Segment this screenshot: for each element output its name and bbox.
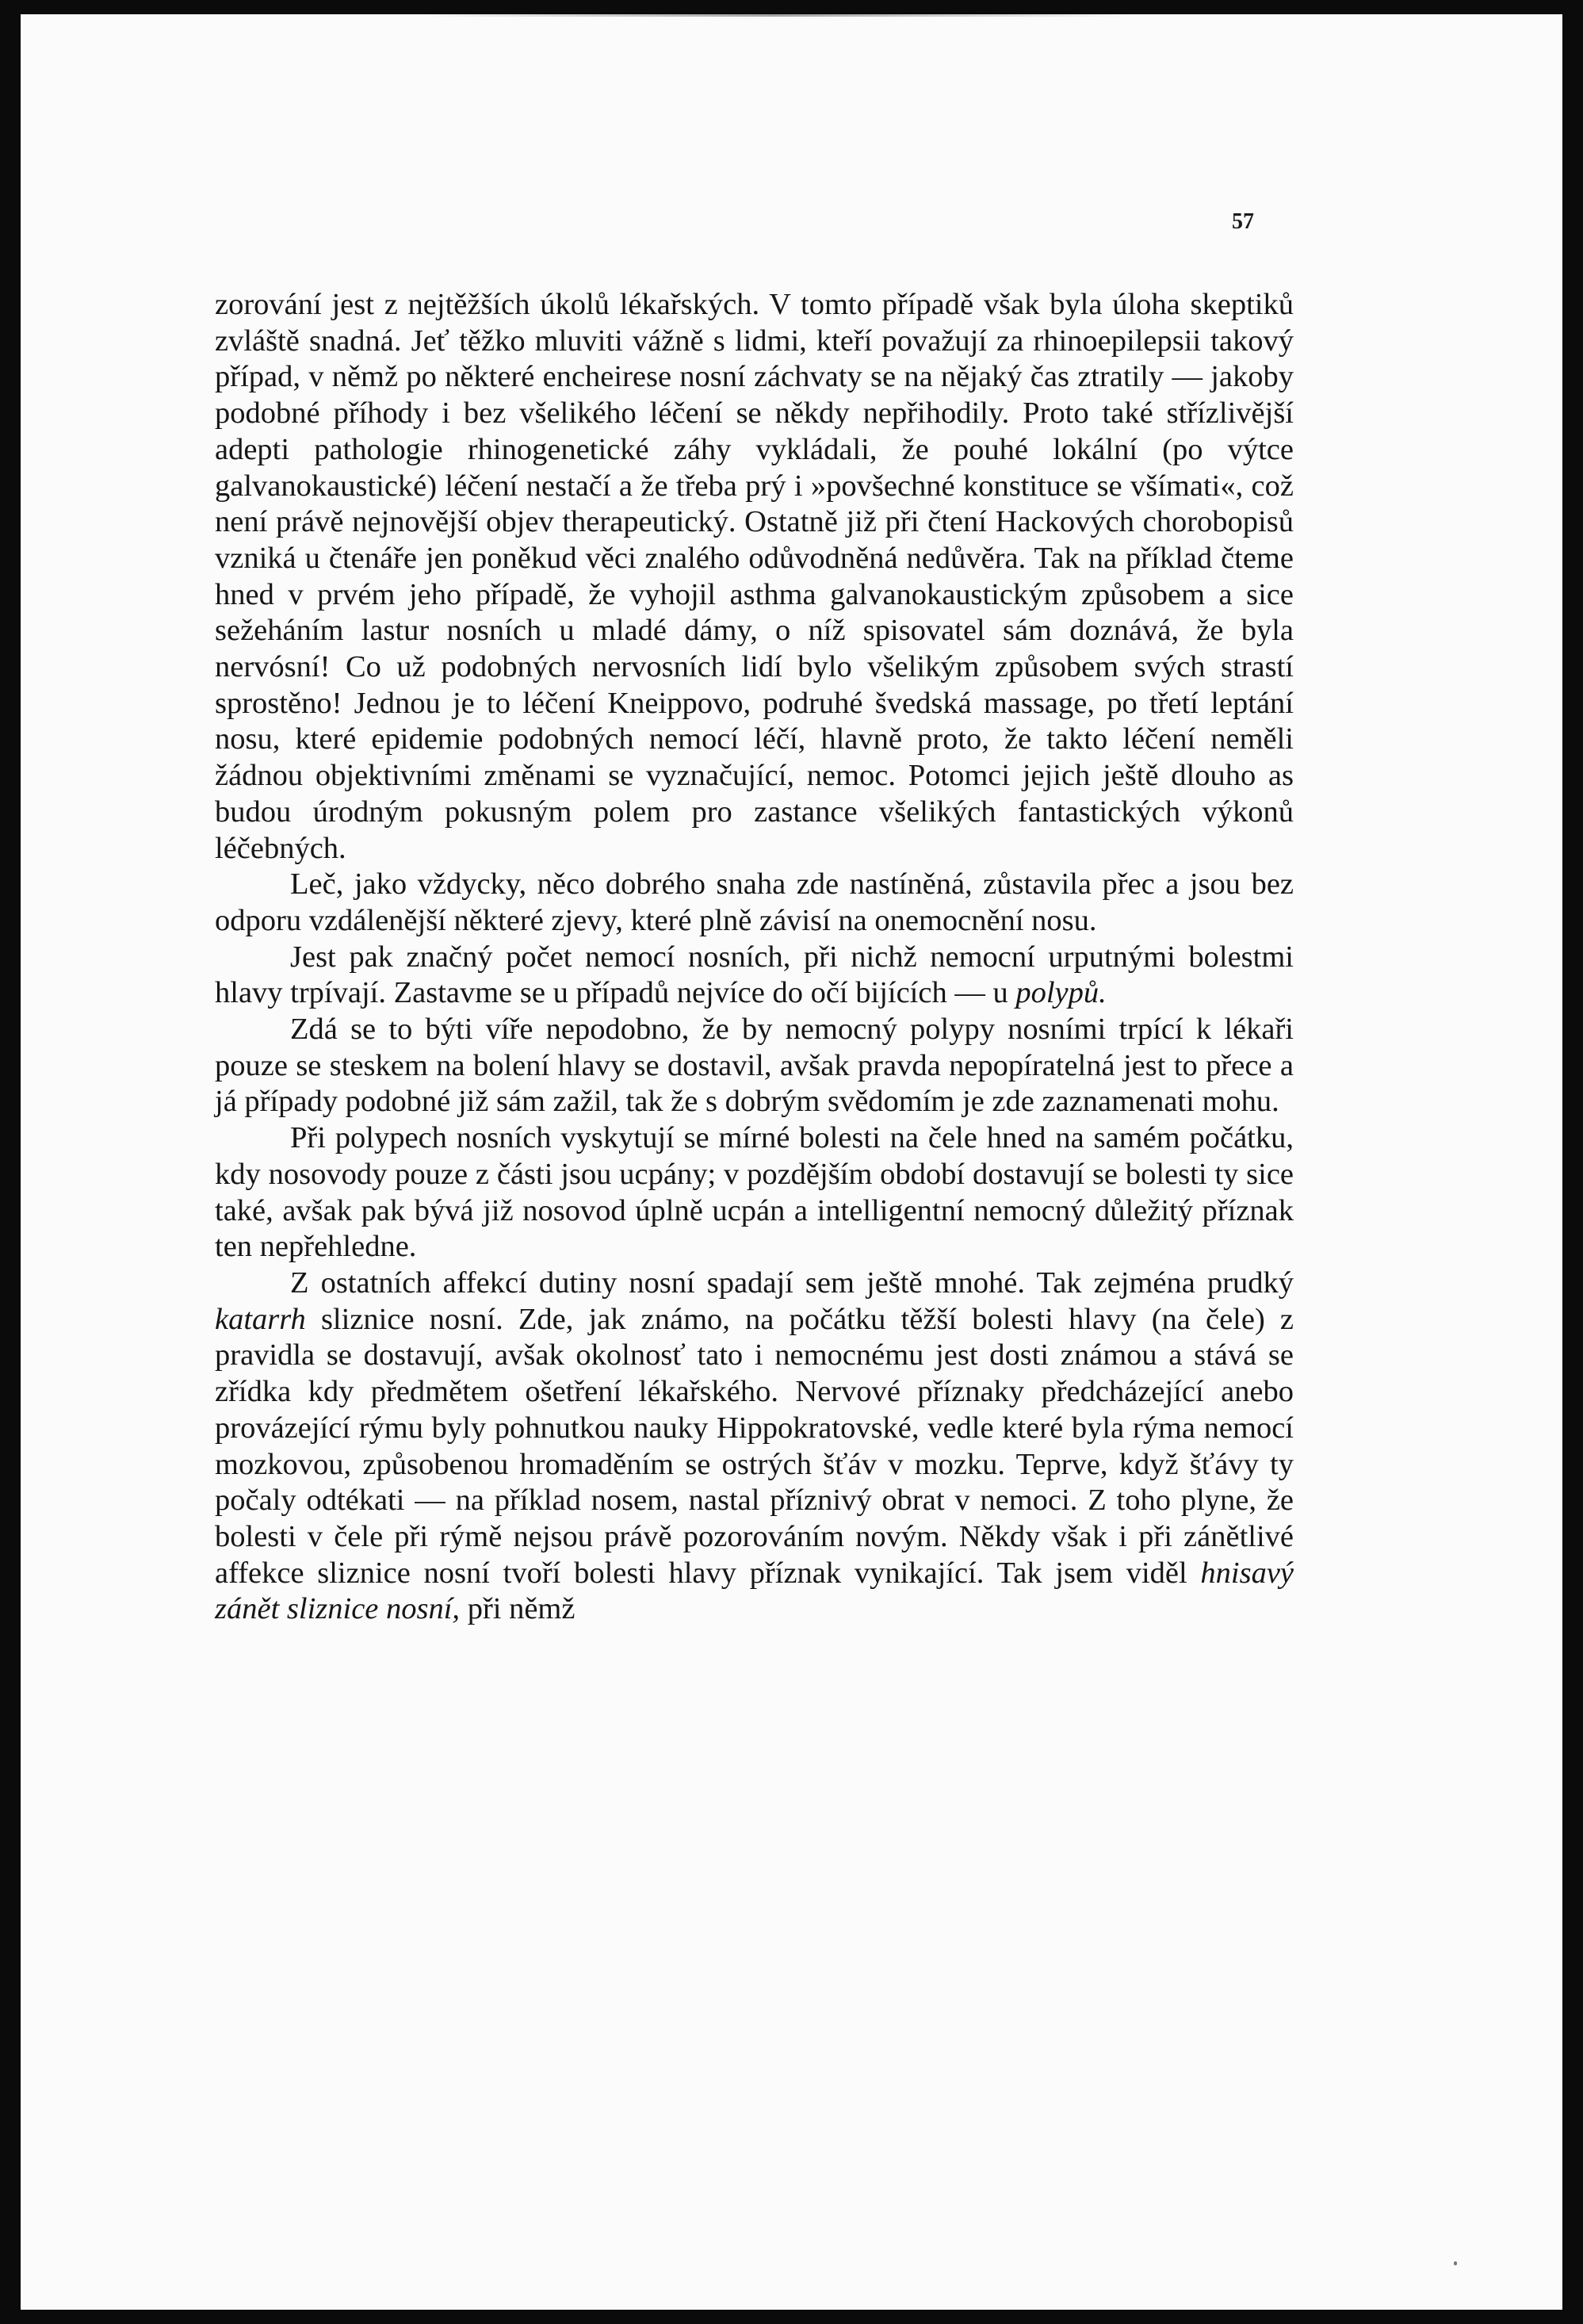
paragraph-2 (215, 867, 1294, 939)
paragraph-5 (215, 1120, 1294, 1265)
paragraph-4-text: Zdá se to býti víře nepodobno, že by nemocný polypy nosními trpící k lékaři pouze se steskem na bolení hlavy se dostavil, avšak pravda nepopíratelná jest to přece a já případy podobné již sám zažil, tak že s dobrým svědomím je zde zaznamenati mohu. (215, 1013, 1294, 1119)
book-page (21, 14, 1562, 2310)
scan-edge-shadow (417, 14, 1130, 17)
paragraph-6 (215, 1265, 1294, 1628)
paragraph-3-text: Jest pak značný počet nemocí nosních, při nichž nemocní urputnými bolestmi hlavy trpívají. Zastavme se u případů nejvíce do očí bijících — u (215, 940, 1294, 1010)
paragraph-6-text-b: sliznice nosní. Zde, jak známo, na počátku těžší bolesti hlavy (na čele) z pravidla se dostavují, avšak okolnosť tato i nemocnému jest dosti známou a stává se zřídka kdy předmětem ošetření lékařského. Nervové příznaky předcházející anebo provázející rýmu byly pohnutkou nauky Hippokratovské, vedle které byla rýma nemocí mozkovou, způsobenou hromaděním se ostrých šťáv v mozku. Teprve, když šťávy ty počaly odtékati — na příklad nosem, nastal příznivý obrat v nemoci. Z toho plyne, že bolesti v čele při rýmě nejsou právě pozorováním novým. Někdy však i při zánětlivé affekce sliznice nosní tvoří bolesti hlavy příznak vynikající. Tak jsem viděl (215, 1302, 1294, 1590)
paragraph-6-text-a: Z ostatních affekcí dutiny nosní spadají sem ještě mnohé. Tak zejména prudký (290, 1265, 1294, 1300)
paragraph-3 (215, 940, 1294, 1012)
paragraph-1-text: zorování jest z nejtěžších úkolů lékařských. V tomto případě však byla úloha skeptiků zvláště snadná. Jeť těžko mluviti vážně s lidmi, kteří považují za rhinoepilepsii takový případ, v němž po některé encheirese nosní záchvaty se na nějaký čas ztratily — jakoby podobné příhody i bez všelikého léčení se někdy nepřihodily. Proto také střízlivější adepti pathologie rhinogenetické záhy vykládali, že pouhé lokální (po výtce galvanokaustické) léčení nestačí a že třeba prý i »povšechné konstituce se všímati«, což není právě nejnovější objev therapeutický. Ostatně již při čtení Hackových chorobopisů vzniká u čtenáře jen poněkud věci znalého odůvodněná nedůvěra. Tak na příklad čteme hned v prvém jeho případě, že vyhojil asthma galvanokaustickým způsobem a sice sežeháním lastur nosních u mladé dámy, o níž spisovatel sám doznává, že byla nervósní! Co už podobných nervosních lidí bylo všelikým způsobem svých strastí sprostěno! Jednou je to léčení Kneippovo, podruhé švedská massage, po třetí leptání nosu, které epidemie podobných nemocí léčí, hlavně proto, že takto léčení neměli žádnou objektivními změnami se vyznačující, nemoc. Potomci jejich ještě dlouho as budou úrodným pokusným polem pro zastance všelikých fantastických výkonů léčebných. (215, 288, 1294, 865)
page-number: 57 (1232, 209, 1254, 234)
paragraph-3-italic-polypu: polypů. (1015, 976, 1107, 1010)
paragraph-5-text: Při polypech nosních vyskytují se mírné bolesti na čele hned na samém počátku, kdy nosovody pouze z části jsou ucpány; v pozdějším období dostavují se bolesti ty sice také, avšak pak bývá již nosovod úplně ucpán a intelligentní nemocný důležitý příznak ten nepřehledne. (215, 1121, 1294, 1264)
paragraph-2-text: Leč, jako vždycky, něco dobrého snaha zde nastíněná, zůstavila přec a jsou bez odporu vzdálenější některé zjevy, které plně závisí na onemocnění nosu. (215, 867, 1294, 937)
paragraph-1 (215, 287, 1294, 867)
paragraph-4 (215, 1012, 1294, 1120)
scan-speck (1454, 2261, 1457, 2265)
paragraph-6-text-c: při němž (460, 1592, 575, 1626)
body-text (215, 287, 1294, 1628)
paragraph-6-italic-katarrh: katarrh (215, 1302, 306, 1336)
paragraph-6-italic-hnisavy-zanet: hnisavý zánět sliznice nosní, (215, 1556, 1294, 1626)
